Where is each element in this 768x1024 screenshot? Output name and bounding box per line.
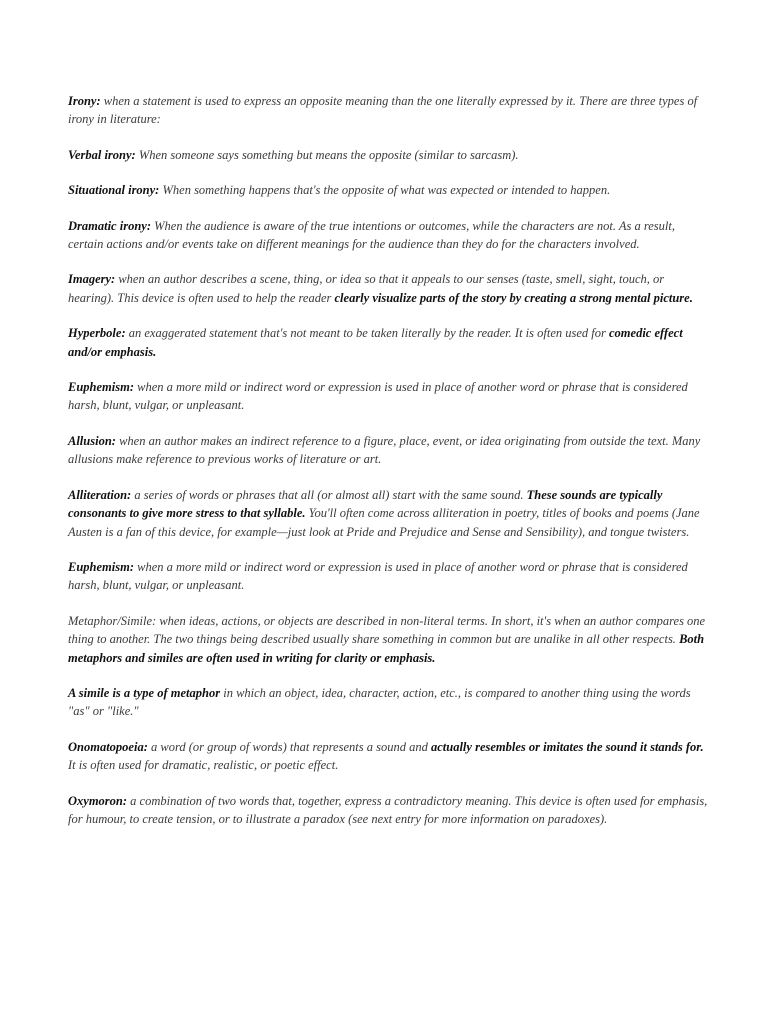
glossary-entry	[68, 378, 708, 415]
glossary-term: Irony:	[68, 94, 101, 108]
glossary-entry	[68, 792, 708, 829]
glossary-term: Oxymoron:	[68, 793, 128, 808]
emphasis-text: These sounds are typically consonants to give more stress to that syllable.	[68, 487, 663, 521]
glossary-term: Dramatic irony:	[68, 218, 151, 233]
glossary-term: Euphemism:	[68, 559, 134, 574]
glossary-term: Metaphor/Simile:	[68, 613, 157, 628]
glossary-entry	[68, 92, 708, 129]
glossary-term: Situational irony:	[68, 183, 160, 198]
glossary-term: Imagery:	[68, 272, 116, 287]
glossary-term: Euphemism:	[68, 380, 134, 395]
glossary-term: A simile is a type of metaphor	[68, 685, 221, 700]
glossary-entry	[68, 146, 708, 164]
glossary-entry	[68, 486, 708, 541]
emphasis-text: clearly visualize parts of the story by creating a strong mental picture.	[334, 290, 693, 305]
glossary-entry	[68, 432, 708, 469]
glossary-term: Allusion:	[68, 433, 116, 448]
definition-text: when a statement is used to express an opposite meaning than the one literally expressed by it. There are three types of irony in literature:	[68, 94, 698, 127]
definition-text: a combination of two words that, together, express a contradictory meaning. This device is often used for emphasis, for humour, to create tension, or to illustrate a paradox (see next entry for more information on paradoxes).	[68, 793, 708, 826]
emphasis-text: actually resembles or imitates the sound it stands for.	[430, 739, 704, 754]
definition-text: an exaggerated statement that's not meant to be taken literally by the reader. It is often used for	[125, 326, 609, 341]
definition-text: You'll often come across alliteration in poetry, titles of books and poems (Jane Austen is a fan of this device, for example—just look at Pride and Prejudice and Sense and Sensibility), and tongue twisters.	[68, 506, 700, 539]
definition-text: when ideas, actions, or objects are described in non-literal terms. In short, it's when an author compares one thing to another. The two things being described usually share something in common but are unalike in all other respects.	[68, 613, 706, 647]
glossary-entry	[68, 217, 708, 254]
glossary-term: Hyperbole:	[68, 326, 126, 341]
definition-text: in which an object, idea, character, action, etc., is compared to another thing using the words "as" or "like."	[68, 685, 691, 719]
definition-text: When the audience is aware of the true intentions or outcomes, while the characters are not. As a result, certain actions and/or events take on different meanings for the audience than they do for the characters involved.	[68, 218, 675, 252]
definition-text: a word (or group of words) that represents a sound and	[147, 739, 431, 754]
glossary-entry	[68, 181, 708, 199]
emphasis-text: comedic effect and/or emphasis.	[68, 326, 683, 359]
glossary-entry	[68, 738, 708, 775]
glossary-list	[68, 92, 708, 828]
definition-text: When something happens that's the opposite of what was expected or intended to happen.	[159, 183, 611, 198]
definition-text: when a more mild or indirect word or expression is used in place of another word or phrase that is considered harsh, blunt, vulgar, or unpleasant.	[68, 559, 688, 593]
glossary-entry	[68, 558, 708, 595]
glossary-term: Verbal irony:	[68, 147, 136, 162]
glossary-entry	[68, 270, 708, 307]
glossary-entry	[68, 684, 708, 721]
definition-text: It is often used for dramatic, realistic, or poetic effect.	[68, 758, 339, 773]
definition-text: when an author makes an indirect reference to a figure, place, event, or idea originating from outside the text. Many allusions make reference to previous works of literature or art.	[68, 433, 701, 467]
definition-text: a series of words or phrases that all (or almost all) start with the same sound.	[131, 487, 527, 502]
definition-text: when a more mild or indirect word or expression is used in place of another word or phrase that is considered harsh, blunt, vulgar, or unpleasant.	[68, 380, 688, 413]
definition-text: when an author describes a scene, thing, or idea so that it appeals to our senses (taste, smell, sight, touch, or hearing). This device is often used to help the reader	[68, 272, 665, 305]
glossary-entry	[68, 612, 708, 667]
glossary-entry	[68, 324, 708, 361]
definition-text: When someone says something but means the opposite (similar to sarcasm).	[135, 147, 519, 162]
glossary-term: Alliteration:	[68, 487, 132, 502]
emphasis-text: Both metaphors and similes are often used in writing for clarity or emphasis.	[68, 632, 705, 665]
glossary-term: Onomatopoeia:	[68, 739, 148, 754]
